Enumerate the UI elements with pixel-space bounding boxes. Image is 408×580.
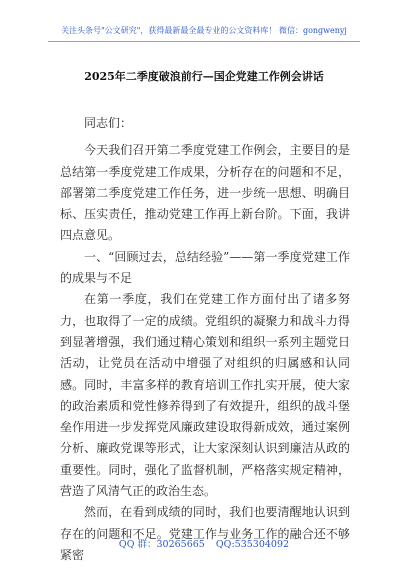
greeting: 同志们： [84,116,133,130]
body-paragraph: 今天我们召开第二季度党建工作例会，主要目的是总结第一季度党建工作成果，分析存在的问题和不足，部署第二季度党建工作任务，进一步统一思想、明确目标、压实责任，推动党建工作再上新台阶。下面，我讲四点意见。 [60,143,350,243]
header-promo-text: 关注头条号"公文研究"，获得最新最全最专业的公文资料库！ 微信：gongwenyj [61,26,347,35]
body-paragraph: 在第一季度，我们在党建工作方面付出了诸多努力，也取得了一定的成绩。党组织的凝聚力和战斗力得到显著增强，我们通过精心策划和组织一系列主题党日活动，让党员在活动中增强了对组织的归属感和认同感。同时，丰富多样的教育培训工作扎实开展，使大家的政治素质和党性修养得到了有效提升，组织的战斗堡垒作用进一步发挥党风廉政建设取得新成效，通过案例分析、廉政党课等形式，让大家深刻认识到廉洁从政的重要性。同时，强化了监督机制，严格落实规定精神，营造了风清气正的政治生态。 [60,292,350,499]
document-title: 2025年二季度破浪前行—国企党建工作例会讲话 [84,70,324,83]
section-heading: 一、“回顾过去，总结经验”——第一季度党建工作的成果与不足 [60,249,350,286]
document-body [60,113,350,566]
footer-qq: QQ:535304092 [215,539,290,550]
header-divider [48,41,360,42]
footer-contact [0,536,408,550]
body-paragraph: 然而，在看到成绩的同时，我们也要清醒地认识到存在的问题和不足。党建工作与业务工作的融合还不够紧密 [60,505,350,562]
footer-qq-group: QQ 群：30265665 [118,539,205,550]
